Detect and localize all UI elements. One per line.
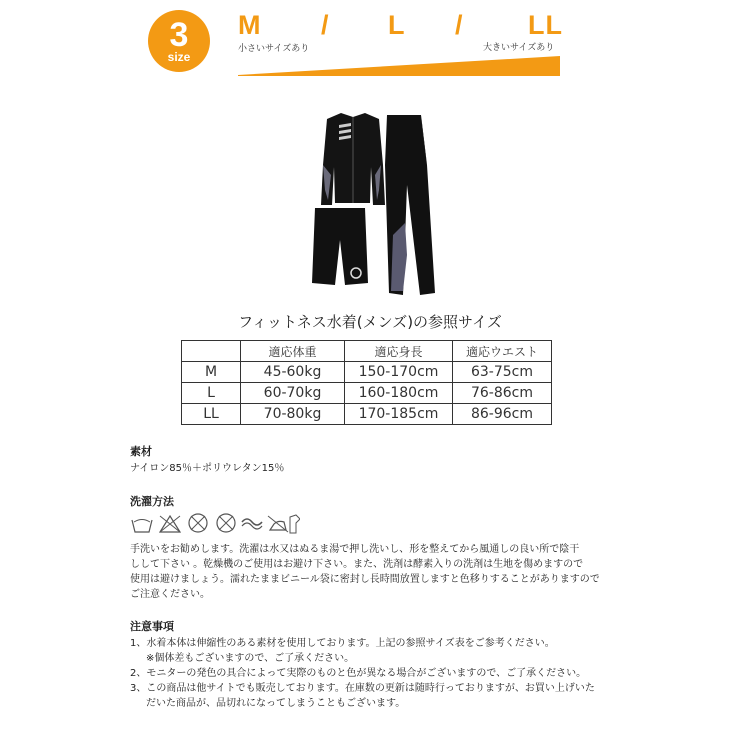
notes-heading: 注意事項 <box>130 620 174 633</box>
waist-cell: 63-75cm <box>453 362 552 383</box>
no-tumble-dry-icon <box>189 514 207 532</box>
size-badge-number: 3 <box>169 16 189 54</box>
size-table <box>181 340 552 425</box>
jacket-image <box>321 113 385 205</box>
size-badge-label: size <box>167 50 191 64</box>
separator-1: / <box>321 10 330 40</box>
note-line-4: 3、この商品は他サイトでも販売しております。在庫数の更新は随時行っておりますが、お買い上げいた <box>130 683 595 694</box>
no-bleach-icon <box>160 516 180 532</box>
size-table-title: フィットネス水着(メンズ)の参照サイズ <box>238 313 502 331</box>
header-cell-blank <box>182 341 241 362</box>
note-line-1: 1、水着本体は伸縮性のある素材を使用しております。上記の参照サイズ表をご参考ください。 <box>130 638 555 649</box>
leggings-image <box>385 115 435 295</box>
large-size-note: 大きいサイズあり <box>483 43 555 53</box>
care-icons <box>130 512 300 534</box>
material-heading: 素材 <box>130 445 152 458</box>
washing-heading: 洗濯方法 <box>130 495 174 508</box>
line-dry-icon <box>290 515 300 533</box>
header-cell-waist: 適応ウエスト <box>453 341 552 362</box>
header-cell-height: 適応身長 <box>345 341 453 362</box>
washing-line-4: ご注意ください。 <box>130 589 210 600</box>
waist-cell: 76-86cm <box>453 383 552 404</box>
size-cell: L <box>182 383 241 404</box>
size-ll-label: LL <box>528 10 563 40</box>
note-line-3: 2、モニターの発色の具合によって実際のものと色が異なる場合がございますので、ご了承ください。 <box>130 668 587 679</box>
shorts-image <box>312 208 368 285</box>
height-cell: 160-180cm <box>345 383 453 404</box>
no-dry-clean-icon <box>217 514 235 532</box>
washing-line-3: 使用は避けましょう。濡れたままビニール袋に密封し長時間放置しますと色移りすることがありますので <box>130 574 600 585</box>
table-row <box>182 362 552 383</box>
material-text: ナイロン85％＋ポリウレタン15％ <box>130 463 285 474</box>
wring-gently-icon <box>242 519 262 529</box>
height-cell: 170-185cm <box>345 404 453 425</box>
size-table-header-row <box>182 341 552 362</box>
size-range-bar <box>238 54 560 76</box>
waist-cell: 86-96cm <box>453 404 552 425</box>
table-row <box>182 383 552 404</box>
table-row <box>182 404 552 425</box>
hand-wash-icon <box>132 520 152 533</box>
weight-cell: 60-70kg <box>241 383 345 404</box>
size-cell: LL <box>182 404 241 425</box>
size-m-label: M <box>238 10 262 40</box>
small-size-note: 小さいサイズあり <box>238 44 310 54</box>
separator-2: / <box>455 10 464 40</box>
weight-cell: 45-60kg <box>241 362 345 383</box>
washing-line-2: しして下さい 。乾燥機のご使用はお避け下さい。また、洗剤は酵素入りの洗剤は生地を傷めますので <box>130 559 584 570</box>
weight-cell: 70-80kg <box>241 404 345 425</box>
size-l-label: L <box>388 10 406 40</box>
header-cell-weight: 適応体重 <box>241 341 345 362</box>
product-image <box>295 105 455 300</box>
note-line-2: ※個体差もございますので、ご了承ください。 <box>146 653 355 664</box>
note-line-5: だいた商品が、品切れになってしまうこともございます。 <box>146 698 406 709</box>
washing-line-1: 手洗いをお勧めします。洗濯は水又はぬるま湯で押し洗いし、形を整えてから風通しの良い所で陰干 <box>130 544 580 555</box>
size-cell: M <box>182 362 241 383</box>
iron-low-icon <box>268 516 288 532</box>
height-cell: 150-170cm <box>345 362 453 383</box>
size-badge <box>148 10 210 72</box>
